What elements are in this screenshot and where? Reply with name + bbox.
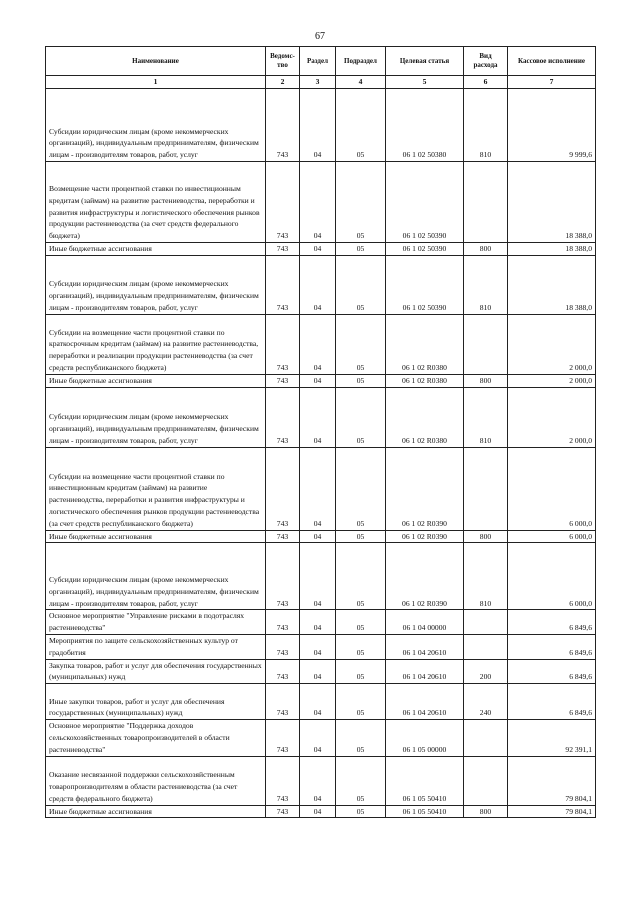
row-podrazdel: 05: [336, 610, 386, 635]
row-target-article: 06 1 02 R0380: [386, 314, 464, 374]
row-razdel: 04: [300, 314, 336, 374]
row-vedomstvo: 743: [266, 805, 300, 818]
row-razdel: 04: [300, 756, 336, 805]
row-cash-execution: 6 000,0: [508, 530, 596, 543]
table-row: [46, 89, 596, 162]
row-vedomstvo: 743: [266, 255, 300, 314]
row-cash-execution: 6 849,6: [508, 610, 596, 635]
row-cash-execution: 2 000,0: [508, 374, 596, 387]
header-vedomstvo: Ведомс-тво: [266, 47, 300, 76]
row-target-article: 06 1 02 R0380: [386, 387, 464, 447]
row-target-article: 06 1 04 00000: [386, 610, 464, 635]
row-expense-type: 810: [464, 89, 508, 162]
page-number: 67: [315, 31, 325, 42]
row-cash-execution: 6 849,6: [508, 684, 596, 720]
row-target-article: 06 1 02 R0380: [386, 374, 464, 387]
row-name: Иные бюджетные ассигнования: [46, 530, 266, 543]
row-name: Иные бюджетные ассигнования: [46, 805, 266, 818]
row-podrazdel: 05: [336, 805, 386, 818]
table-row: [46, 530, 596, 543]
row-target-article: 06 1 02 50390: [386, 255, 464, 314]
row-vedomstvo: 743: [266, 387, 300, 447]
row-podrazdel: 05: [336, 684, 386, 720]
row-vedomstvo: 743: [266, 374, 300, 387]
row-name: Мероприятия по защите сельскохозяйственных культур от градобития: [46, 634, 266, 659]
row-name: Основное мероприятие "Управление рисками в подотраслях растениеводства": [46, 610, 266, 635]
row-target-article: 06 1 02 R0390: [386, 543, 464, 610]
row-razdel: 04: [300, 659, 336, 684]
row-expense-type: [464, 447, 508, 530]
row-vedomstvo: 743: [266, 89, 300, 162]
row-podrazdel: 05: [336, 543, 386, 610]
row-vedomstvo: 743: [266, 634, 300, 659]
row-name: Оказание несвязанной поддержки сельскохозяйственным товаропроизводителям в области растениеводства (за счет средств федерального бюджета): [46, 756, 266, 805]
header-cash-execution: Кассовое исполнение: [508, 47, 596, 76]
table-row: [46, 255, 596, 314]
header-target-article: Целевая статья: [386, 47, 464, 76]
row-podrazdel: 05: [336, 255, 386, 314]
row-target-article: 06 1 04 20610: [386, 684, 464, 720]
row-vedomstvo: 743: [266, 610, 300, 635]
header-razdel: Раздел: [300, 47, 336, 76]
row-vedomstvo: 743: [266, 720, 300, 756]
table-row: [46, 387, 596, 447]
header-name: Наименование: [46, 47, 266, 76]
row-podrazdel: 05: [336, 162, 386, 243]
row-razdel: 04: [300, 684, 336, 720]
row-cash-execution: 18 388,0: [508, 255, 596, 314]
row-cash-execution: 2 000,0: [508, 387, 596, 447]
table-row: [46, 162, 596, 243]
table-row: [46, 374, 596, 387]
row-podrazdel: 05: [336, 89, 386, 162]
row-name: Основное мероприятие "Поддержка доходов сельскохозяйственных товаропроизводителей в области растениеводства": [46, 720, 266, 756]
row-razdel: 04: [300, 543, 336, 610]
row-name: Иные бюджетные ассигнования: [46, 374, 266, 387]
row-expense-type: [464, 756, 508, 805]
row-target-article: 06 1 02 50390: [386, 243, 464, 256]
row-podrazdel: 05: [336, 387, 386, 447]
row-razdel: 04: [300, 255, 336, 314]
column-number: 5: [386, 76, 464, 89]
table-row: [46, 447, 596, 530]
row-razdel: 04: [300, 387, 336, 447]
row-name: Субсидии юридическим лицам (кроме некоммерческих организаций), индивидуальным предпринимателям, физическим лицам - производителям товаров, работ, услуг: [46, 255, 266, 314]
row-razdel: 04: [300, 162, 336, 243]
row-vedomstvo: 743: [266, 162, 300, 243]
row-vedomstvo: 743: [266, 756, 300, 805]
row-expense-type: 800: [464, 805, 508, 818]
table-row: [46, 659, 596, 684]
table-row: [46, 720, 596, 756]
row-cash-execution: 6 849,6: [508, 634, 596, 659]
row-expense-type: [464, 720, 508, 756]
column-number: 4: [336, 76, 386, 89]
row-cash-execution: 9 999,6: [508, 89, 596, 162]
table-row: [46, 610, 596, 635]
row-cash-execution: 18 388,0: [508, 243, 596, 256]
header-row: [46, 47, 596, 76]
row-vedomstvo: 743: [266, 659, 300, 684]
row-name: Субсидии юридическим лицам (кроме некоммерческих организаций), индивидуальным предпринимателям, физическим лицам - производителям товаров, работ, услуг: [46, 387, 266, 447]
row-name: Возмещение части процентной ставки по инвестиционным кредитам (займам) на развитие растениеводства, переработки и развития инфраструктуры и логистического обеспечения рынков продукции растениеводства (за счет средств федерального бюджета): [46, 162, 266, 243]
row-cash-execution: 92 391,1: [508, 720, 596, 756]
row-expense-type: [464, 610, 508, 635]
budget-execution-table: [45, 46, 596, 818]
row-target-article: 06 1 05 50410: [386, 756, 464, 805]
table-row: [46, 543, 596, 610]
column-number: 1: [46, 76, 266, 89]
table-row: [46, 805, 596, 818]
row-cash-execution: 6 849,6: [508, 659, 596, 684]
row-target-article: 06 1 04 20610: [386, 634, 464, 659]
row-target-article: 06 1 04 20610: [386, 659, 464, 684]
row-expense-type: 800: [464, 374, 508, 387]
row-razdel: 04: [300, 374, 336, 387]
row-expense-type: 800: [464, 530, 508, 543]
row-expense-type: 240: [464, 684, 508, 720]
row-vedomstvo: 743: [266, 543, 300, 610]
row-razdel: 04: [300, 530, 336, 543]
row-expense-type: 800: [464, 243, 508, 256]
row-podrazdel: 05: [336, 634, 386, 659]
row-name: Субсидии юридическим лицам (кроме некоммерческих организаций), индивидуальным предпринимателям, физическим лицам - производителям товаров, работ, услуг: [46, 543, 266, 610]
row-name: Иные бюджетные ассигнования: [46, 243, 266, 256]
table-row: [46, 243, 596, 256]
row-podrazdel: 05: [336, 374, 386, 387]
column-number-row: [46, 76, 596, 89]
row-target-article: 06 1 02 R0390: [386, 447, 464, 530]
row-target-article: 06 1 05 00000: [386, 720, 464, 756]
row-podrazdel: 05: [336, 659, 386, 684]
row-cash-execution: 79 804,1: [508, 756, 596, 805]
table-row: [46, 314, 596, 374]
row-name: Субсидии на возмещение части процентной ставки по инвестиционным кредитам (займам) на развитие растениеводства, переработки и развития инфраструктуры и логистического обеспечения рынков продукции растениеводства (за счет средств республиканского бюджета): [46, 447, 266, 530]
row-target-article: 06 1 02 R0390: [386, 530, 464, 543]
row-name: Иные закупки товаров, работ и услуг для обеспечения государственных (муниципальных) нужд: [46, 684, 266, 720]
row-razdel: 04: [300, 447, 336, 530]
row-cash-execution: 2 000,0: [508, 314, 596, 374]
row-expense-type: 810: [464, 387, 508, 447]
row-vedomstvo: 743: [266, 314, 300, 374]
row-cash-execution: 18 388,0: [508, 162, 596, 243]
row-expense-type: [464, 634, 508, 659]
row-target-article: 06 1 05 50410: [386, 805, 464, 818]
table-row: [46, 634, 596, 659]
column-number: 3: [300, 76, 336, 89]
row-name: Субсидии на возмещение части процентной ставки по краткосрочным кредитам (займам) на развитие растениеводства, переработки и реализации продукции растениеводства (за счет средств республиканского бюджета): [46, 314, 266, 374]
row-razdel: 04: [300, 634, 336, 659]
table-row: [46, 756, 596, 805]
header-expense-type: Вид расхода: [464, 47, 508, 76]
row-podrazdel: 05: [336, 243, 386, 256]
row-podrazdel: 05: [336, 447, 386, 530]
row-vedomstvo: 743: [266, 684, 300, 720]
row-podrazdel: 05: [336, 720, 386, 756]
row-expense-type: [464, 162, 508, 243]
row-podrazdel: 05: [336, 756, 386, 805]
table-body: [46, 89, 596, 818]
row-cash-execution: 6 000,0: [508, 543, 596, 610]
row-razdel: 04: [300, 610, 336, 635]
row-target-article: 06 1 02 50380: [386, 89, 464, 162]
column-number: 7: [508, 76, 596, 89]
row-cash-execution: 6 000,0: [508, 447, 596, 530]
row-vedomstvo: 743: [266, 243, 300, 256]
row-vedomstvo: 743: [266, 447, 300, 530]
row-razdel: 04: [300, 89, 336, 162]
row-target-article: 06 1 02 50390: [386, 162, 464, 243]
row-expense-type: [464, 314, 508, 374]
column-number: 6: [464, 76, 508, 89]
row-razdel: 04: [300, 720, 336, 756]
row-podrazdel: 05: [336, 530, 386, 543]
table-row: [46, 684, 596, 720]
header-podrazdel: Подраздел: [336, 47, 386, 76]
row-name: Субсидии юридическим лицам (кроме некоммерческих организаций), индивидуальным предпринимателям, физическим лицам - производителям товаров, работ, услуг: [46, 89, 266, 162]
row-name: Закупка товаров, работ и услуг для обеспечения государственных (муниципальных) нужд: [46, 659, 266, 684]
row-razdel: 04: [300, 243, 336, 256]
row-cash-execution: 79 804,1: [508, 805, 596, 818]
row-podrazdel: 05: [336, 314, 386, 374]
row-expense-type: 200: [464, 659, 508, 684]
row-razdel: 04: [300, 805, 336, 818]
row-expense-type: 810: [464, 255, 508, 314]
row-vedomstvo: 743: [266, 530, 300, 543]
row-expense-type: 810: [464, 543, 508, 610]
column-number: 2: [266, 76, 300, 89]
